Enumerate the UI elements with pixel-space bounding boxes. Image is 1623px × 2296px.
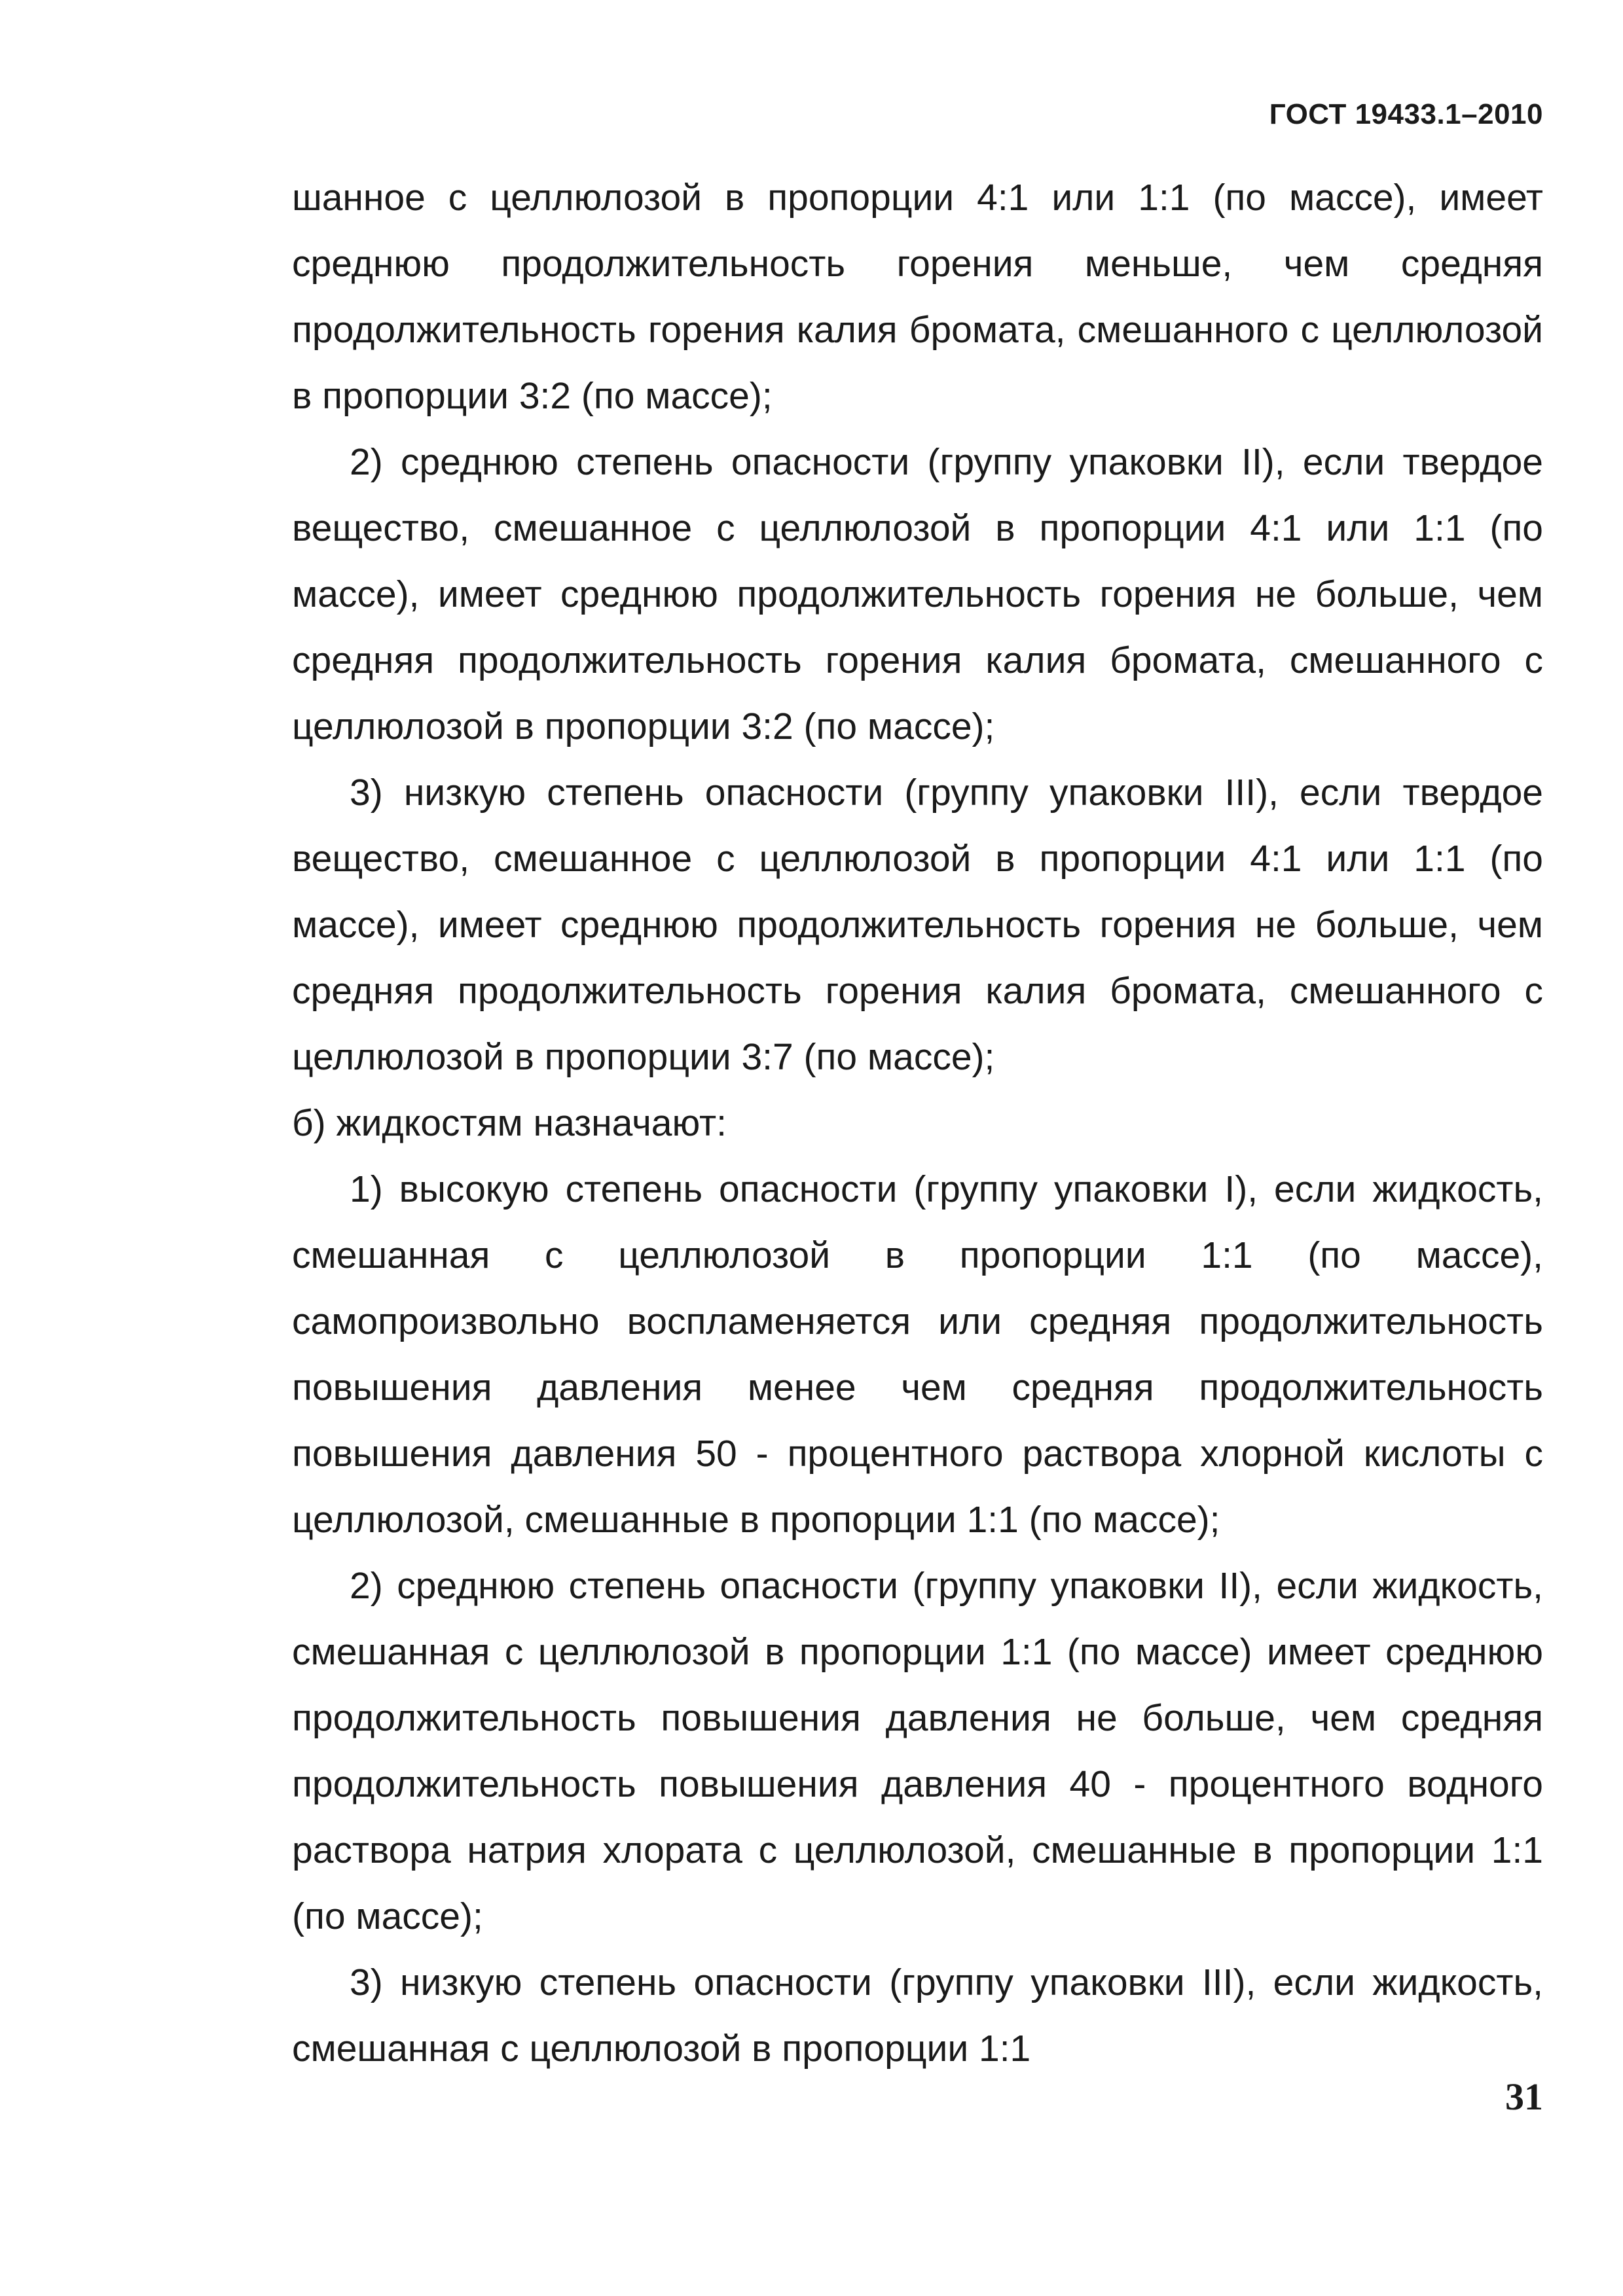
paragraph-liquids-heading: б) жидкостям назначают: xyxy=(292,1102,727,1144)
paragraph-item-2-solids: 2) среднюю степень опасности (группу упаковки II), если твердое вещество, смешанное с целлюлозой в пропорции 4:1 или 1:1 (по массе), имеет среднюю продолжительность горения не больше, чем средняя продолжительность горения калия бромата, смешанного с целлюлозой в пропорции 3:2 (по массе); xyxy=(292,441,1543,747)
paragraph-continuation: шанное с целлюлозой в пропорции 4:1 или 1:1 (по массе), имеет среднюю продолжительность горения меньше, чем средняя продолжительность горения калия бромата, смешанного с целлюлозой в пропорции 3:2 (по массе); xyxy=(292,177,1543,417)
paragraph-item-3-solids: 3) низкую степень опасности (группу упаковки III), если твердое вещество, смешанное с целлюлозой в пропорции 4:1 или 1:1 (по массе), имеет среднюю продолжительность горения не больше, чем средняя продолжительность горения калия бромата, смешанного с целлюлозой в пропорции 3:7 (по массе); xyxy=(292,772,1543,1078)
document-code-header: ГОСТ 19433.1–2010 xyxy=(1269,98,1543,130)
document-body xyxy=(292,165,1543,2082)
paragraph-item-1-liquids: 1) высокую степень опасности (группу упаковки I), если жидкость, смешанная с целлюлозой в пропорции 1:1 (по массе), самопроизвольно воспламеняется или средняя продолжительность повышения давления менее чем средняя продолжительность повышения давления 50 - процентного раствора хлорной кислоты с целлюлозой, смешанные в пропорции 1:1 (по массе); xyxy=(292,1168,1543,1541)
paragraph-item-2-liquids: 2) среднюю степень опасности (группу упаковки II), если жидкость, смешанная с целлюлозой в пропорции 1:1 (по массе) имеет среднюю продолжительность повышения давления не больше, чем средняя продолжительность повышения давления 40 - процентного водного раствора натрия хлората с целлюлозой, смешанные в пропорции 1:1 (по массе); xyxy=(292,1565,1543,1937)
paragraph-item-3-liquids: 3) низкую степень опасности (группу упаковки III), если жидкость, смешанная с целлюлозой в пропорции 1:1 xyxy=(292,1962,1543,2070)
page-number: 31 xyxy=(1505,2075,1543,2118)
